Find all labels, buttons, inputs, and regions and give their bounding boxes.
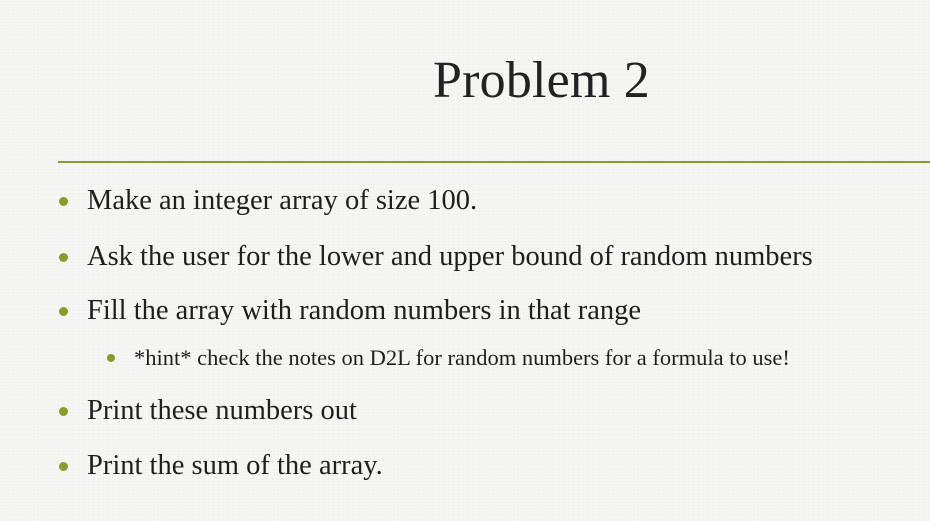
bullet-dot-icon: [59, 307, 68, 316]
bullet-dot-icon: [59, 462, 68, 471]
bullet-item: [87, 449, 383, 483]
bullet-dot-icon: [59, 407, 68, 416]
bullet-item: [87, 394, 357, 428]
bullet-text: Print these numbers out: [87, 395, 357, 426]
bullet-item: [87, 294, 641, 328]
bullet-text: Print the sum of the array.: [87, 450, 383, 481]
bullet-text: Make an integer array of size 100.: [87, 185, 478, 216]
slide-title: Problem 2: [433, 52, 651, 109]
sub-bullet-text: *hint* check the notes on D2L for random numbers for a formula to use!: [134, 345, 790, 370]
bullet-item: [87, 240, 813, 274]
bullet-text: Ask the user for the lower and upper bound of random numbers: [87, 241, 813, 272]
sub-bullet-item: [134, 344, 790, 372]
bullet-dot-icon: [59, 197, 68, 206]
bullet-text: Fill the array with random numbers in that range: [87, 295, 642, 326]
bullet-item: [87, 184, 477, 218]
sub-bullet-dot-icon: [107, 354, 115, 362]
bullet-dot-icon: [59, 253, 68, 262]
